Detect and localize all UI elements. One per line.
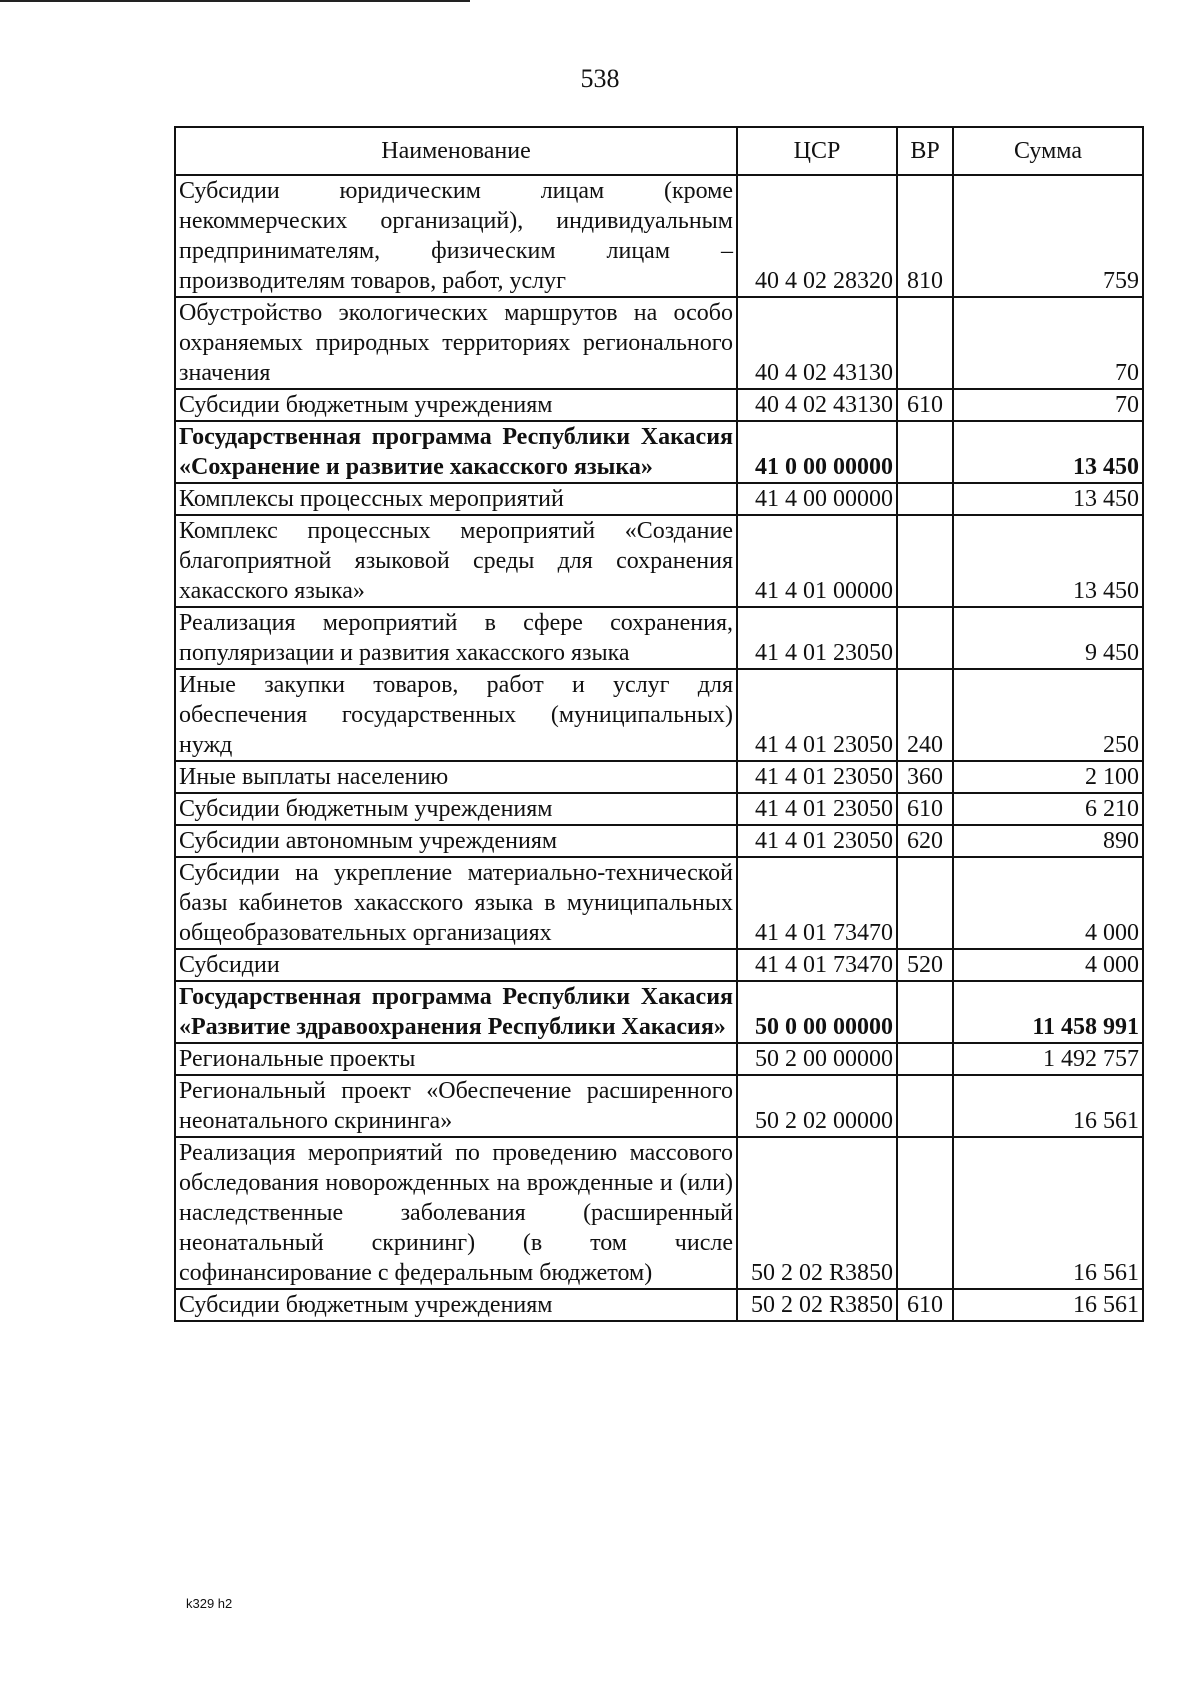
table-row	[175, 1137, 1143, 1289]
cell-csr: 41 4 01 23050	[737, 793, 897, 825]
table-row	[175, 669, 1143, 761]
table-row	[175, 1289, 1143, 1321]
cell-name: Иные выплаты населению	[175, 761, 737, 793]
table-row-program	[175, 421, 1143, 483]
header-sum: Сумма	[953, 127, 1143, 175]
cell-name: Субсидии	[175, 949, 737, 981]
cell-name: Региональные проекты	[175, 1043, 737, 1075]
cell-vr: 610	[897, 1289, 953, 1321]
cell-name: Субсидии юридическим лицам (кроме некоммерческих организаций), индивидуальным предпринимателям, физическим лицам – производителям товаров, работ, услуг	[175, 175, 737, 297]
cell-vr: 240	[897, 669, 953, 761]
cell-vr	[897, 1137, 953, 1289]
cell-name: Государственная программа Республики Хакасия «Развитие здравоохранения Республики Хакасия»	[175, 981, 737, 1043]
cell-sum: 16 561	[953, 1075, 1143, 1137]
cell-sum: 70	[953, 297, 1143, 389]
cell-sum: 70	[953, 389, 1143, 421]
budget-table	[174, 126, 1144, 1322]
table-row	[175, 1043, 1143, 1075]
cell-name: Комплексы процессных мероприятий	[175, 483, 737, 515]
top-rule	[0, 0, 470, 2]
cell-vr	[897, 857, 953, 949]
cell-name: Государственная программа Республики Хакасия «Сохранение и развитие хакасского языка»	[175, 421, 737, 483]
cell-sum: 4 000	[953, 857, 1143, 949]
table-row	[175, 761, 1143, 793]
cell-csr: 50 2 02 R3850	[737, 1137, 897, 1289]
cell-vr	[897, 297, 953, 389]
table-row-program	[175, 981, 1143, 1043]
cell-csr: 40 4 02 28320	[737, 175, 897, 297]
cell-sum: 4 000	[953, 949, 1143, 981]
table-row	[175, 515, 1143, 607]
table-row	[175, 297, 1143, 389]
cell-sum: 13 450	[953, 483, 1143, 515]
cell-vr: 610	[897, 793, 953, 825]
page-number: 538	[580, 64, 620, 93]
cell-csr: 41 4 01 23050	[737, 607, 897, 669]
cell-vr	[897, 1075, 953, 1137]
cell-csr: 41 4 00 00000	[737, 483, 897, 515]
table-row	[175, 793, 1143, 825]
table-row	[175, 607, 1143, 669]
table-header-row	[175, 127, 1143, 175]
cell-name: Субсидии на укрепление материально-технической базы кабинетов хакасского языка в муниципальных общеобразовательных организациях	[175, 857, 737, 949]
cell-sum: 9 450	[953, 607, 1143, 669]
cell-name: Субсидии автономным учреждениям	[175, 825, 737, 857]
cell-csr: 41 4 01 73470	[737, 857, 897, 949]
cell-name: Реализация мероприятий по проведению массового обследования новорожденных на врожденные и (или) наследственные заболевания (расширенный неонатальный скрининг) (в том числе софинансирование с федеральным бюджетом)	[175, 1137, 737, 1289]
cell-csr: 50 2 02 00000	[737, 1075, 897, 1137]
cell-sum: 16 561	[953, 1289, 1143, 1321]
cell-vr: 520	[897, 949, 953, 981]
cell-csr: 41 4 01 23050	[737, 761, 897, 793]
cell-sum: 2 100	[953, 761, 1143, 793]
cell-vr	[897, 1043, 953, 1075]
cell-csr: 41 4 01 23050	[737, 825, 897, 857]
cell-csr: 41 4 01 00000	[737, 515, 897, 607]
header-vr: ВР	[897, 127, 953, 175]
cell-sum: 11 458 991	[953, 981, 1143, 1043]
table-row	[175, 389, 1143, 421]
table-row	[175, 175, 1143, 297]
cell-csr: 40 4 02 43130	[737, 297, 897, 389]
header-name: Наименование	[175, 127, 737, 175]
cell-sum: 1 492 757	[953, 1043, 1143, 1075]
cell-sum: 16 561	[953, 1137, 1143, 1289]
cell-vr: 810	[897, 175, 953, 297]
cell-vr: 620	[897, 825, 953, 857]
table-row	[175, 825, 1143, 857]
cell-vr	[897, 515, 953, 607]
cell-sum: 13 450	[953, 515, 1143, 607]
table-row	[175, 949, 1143, 981]
cell-sum: 6 210	[953, 793, 1143, 825]
table-row	[175, 857, 1143, 949]
cell-vr	[897, 607, 953, 669]
cell-vr: 360	[897, 761, 953, 793]
cell-name: Обустройство экологических маршрутов на особо охраняемых природных территориях регионального значения	[175, 297, 737, 389]
cell-name: Комплекс процессных мероприятий «Создание благоприятной языковой среды для сохранения хакасского языка»	[175, 515, 737, 607]
cell-name: Субсидии бюджетным учреждениям	[175, 389, 737, 421]
table-row	[175, 1075, 1143, 1137]
cell-vr: 610	[897, 389, 953, 421]
cell-csr: 50 0 00 00000	[737, 981, 897, 1043]
header-csr: ЦСР	[737, 127, 897, 175]
cell-name: Иные закупки товаров, работ и услуг для обеспечения государственных (муниципальных) нужд	[175, 669, 737, 761]
table-row	[175, 483, 1143, 515]
cell-sum: 13 450	[953, 421, 1143, 483]
cell-name: Реализация мероприятий в сфере сохранения, популяризации и развития хакасского языка	[175, 607, 737, 669]
cell-csr: 50 2 02 R3850	[737, 1289, 897, 1321]
cell-vr	[897, 483, 953, 515]
cell-csr: 50 2 00 00000	[737, 1043, 897, 1075]
cell-csr: 40 4 02 43130	[737, 389, 897, 421]
cell-vr	[897, 981, 953, 1043]
cell-name: Субсидии бюджетным учреждениям	[175, 1289, 737, 1321]
cell-sum: 890	[953, 825, 1143, 857]
cell-csr: 41 4 01 73470	[737, 949, 897, 981]
cell-name: Региональный проект «Обеспечение расширенного неонатального скрининга»	[175, 1075, 737, 1137]
document-code: k329 h2	[186, 1596, 233, 1611]
cell-csr: 41 4 01 23050	[737, 669, 897, 761]
cell-sum: 759	[953, 175, 1143, 297]
cell-sum: 250	[953, 669, 1143, 761]
cell-csr: 41 0 00 00000	[737, 421, 897, 483]
cell-vr	[897, 421, 953, 483]
cell-name: Субсидии бюджетным учреждениям	[175, 793, 737, 825]
